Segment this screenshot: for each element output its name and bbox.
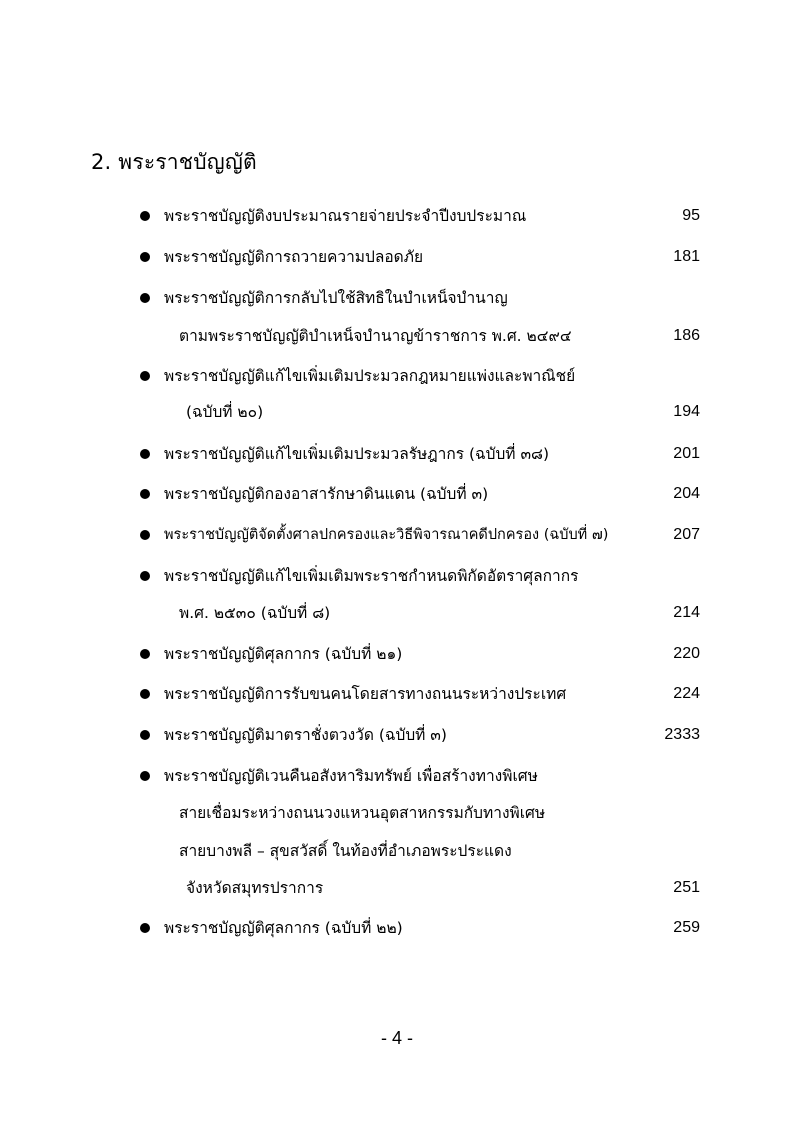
toc-page-number: 251 (673, 879, 700, 896)
toc-entry (0, 523, 794, 547)
toc-entry (0, 482, 794, 506)
toc-entry-title: พระราชบัญญัติการถวายความปลอดภัย (164, 248, 424, 266)
bullet-icon (140, 730, 150, 740)
toc-entry-continuation (0, 801, 794, 825)
toc-page-number: 201 (673, 445, 700, 462)
toc-entry-continuation (0, 601, 794, 625)
toc-entry-title-continued: จังหวัดสมุทรปราการ (186, 879, 324, 897)
toc-page-number: 194 (673, 403, 700, 420)
bullet-icon (140, 649, 150, 659)
bullet-icon (140, 771, 150, 781)
toc-entry-title: พระราชบัญญัติจัดตั้งศาลปกครองและวิธีพิจารณาคดีปกครอง (ฉบับที่ ๗) (164, 527, 609, 543)
toc-entry-title: พระราชบัญญัติเวนคืนอสังหาริมทรัพย์ เพื่อสร้างทางพิเศษ (164, 767, 538, 785)
page-number-footer: - 4 - (380, 1028, 413, 1048)
toc-entry-title-continued: สายบางพลี – สุขสวัสดิ์ ในท้องที่อำเภอพระประแดง (179, 842, 512, 860)
toc-page-number: 186 (673, 327, 700, 344)
bullet-icon (140, 371, 150, 381)
toc-entry-title-continued: (ฉบับที่ ๒๐) (186, 403, 264, 421)
bullet-icon (140, 689, 150, 699)
toc-entry (0, 764, 794, 788)
toc-entry-title: พระราชบัญญัติศุลกากร (ฉบับที่ ๒๒) (164, 919, 403, 937)
toc-entry-title-continued: พ.ศ. ๒๕๓๐ (ฉบับที่ ๘) (179, 604, 331, 622)
toc-entry-title: พระราชบัญญัติแก้ไขเพิ่มเติมประมวลรัษฎากร (ฉบับที่ ๓๘) (164, 445, 550, 463)
toc-entry (0, 723, 794, 747)
bullet-icon (140, 530, 150, 540)
toc-page-number: 204 (673, 485, 700, 502)
toc-entry-title: พระราชบัญญัติงบประมาณรายจ่ายประจำปีงบประมาณ (164, 207, 527, 225)
bullet-icon (140, 449, 150, 459)
toc-page-number: 224 (673, 685, 700, 702)
toc-page-number: 259 (673, 919, 700, 936)
bullet-icon (140, 252, 150, 262)
toc-entry-title: พระราชบัญญัติกองอาสารักษาดินแดน (ฉบับที่ ๓) (164, 485, 489, 503)
toc-entry-continuation (0, 876, 794, 900)
toc-entry-title: พระราชบัญญัติแก้ไขเพิ่มเติมพระราชกำหนดพิกัดอัตราศุลกากร (164, 567, 579, 585)
toc-page-number: 181 (673, 248, 700, 265)
toc-page-number: 220 (673, 645, 700, 662)
toc-page-number: 207 (673, 526, 700, 543)
toc-entry (0, 682, 794, 706)
toc-entry-continuation (0, 839, 794, 863)
toc-entry (0, 442, 794, 466)
toc-page-number: 2333 (664, 726, 700, 743)
bullet-icon (140, 293, 150, 303)
toc-entry (0, 245, 794, 269)
bullet-icon (140, 571, 150, 581)
toc-entry (0, 642, 794, 666)
toc-entry-continuation (0, 324, 794, 348)
toc-entry-title: พระราชบัญญัติแก้ไขเพิ่มเติมประมวลกฎหมายแพ่งและพาณิชย์ (164, 367, 576, 385)
toc-entry (0, 564, 794, 588)
toc-page-number: 214 (673, 604, 700, 621)
toc-entry-title-continued: สายเชื่อมระหว่างถนนวงแหวนอุตสาหกรรมกับทางพิเศษ (179, 804, 546, 822)
bullet-icon (140, 211, 150, 221)
toc-entry (0, 286, 794, 310)
toc-entry (0, 916, 794, 940)
toc-entry-title: พระราชบัญญัติการรับขนคนโดยสารทางถนนระหว่างประเทศ (164, 685, 567, 703)
toc-entry-continuation (0, 400, 794, 424)
toc-entry-title: พระราชบัญญัติศุลกากร (ฉบับที่ ๒๑) (164, 645, 403, 663)
bullet-icon (140, 923, 150, 933)
toc-entry-title: พระราชบัญญัติการกลับไปใช้สิทธิในบำเหน็จบำนาญ (164, 289, 508, 307)
bullet-icon (140, 489, 150, 499)
section-title: 2. พระราชบัญญัติ (91, 150, 257, 174)
toc-page-number: 95 (682, 207, 700, 224)
toc-entry-title-continued: ตามพระราชบัญญัติบำเหน็จบำนาญข้าราชการ พ.ศ. ๒๔๙๔ (179, 327, 572, 345)
toc-entry (0, 364, 794, 388)
toc-entry (0, 204, 794, 228)
toc-entry-title: พระราชบัญญัติมาตราชั่งตวงวัด (ฉบับที่ ๓) (164, 726, 447, 744)
